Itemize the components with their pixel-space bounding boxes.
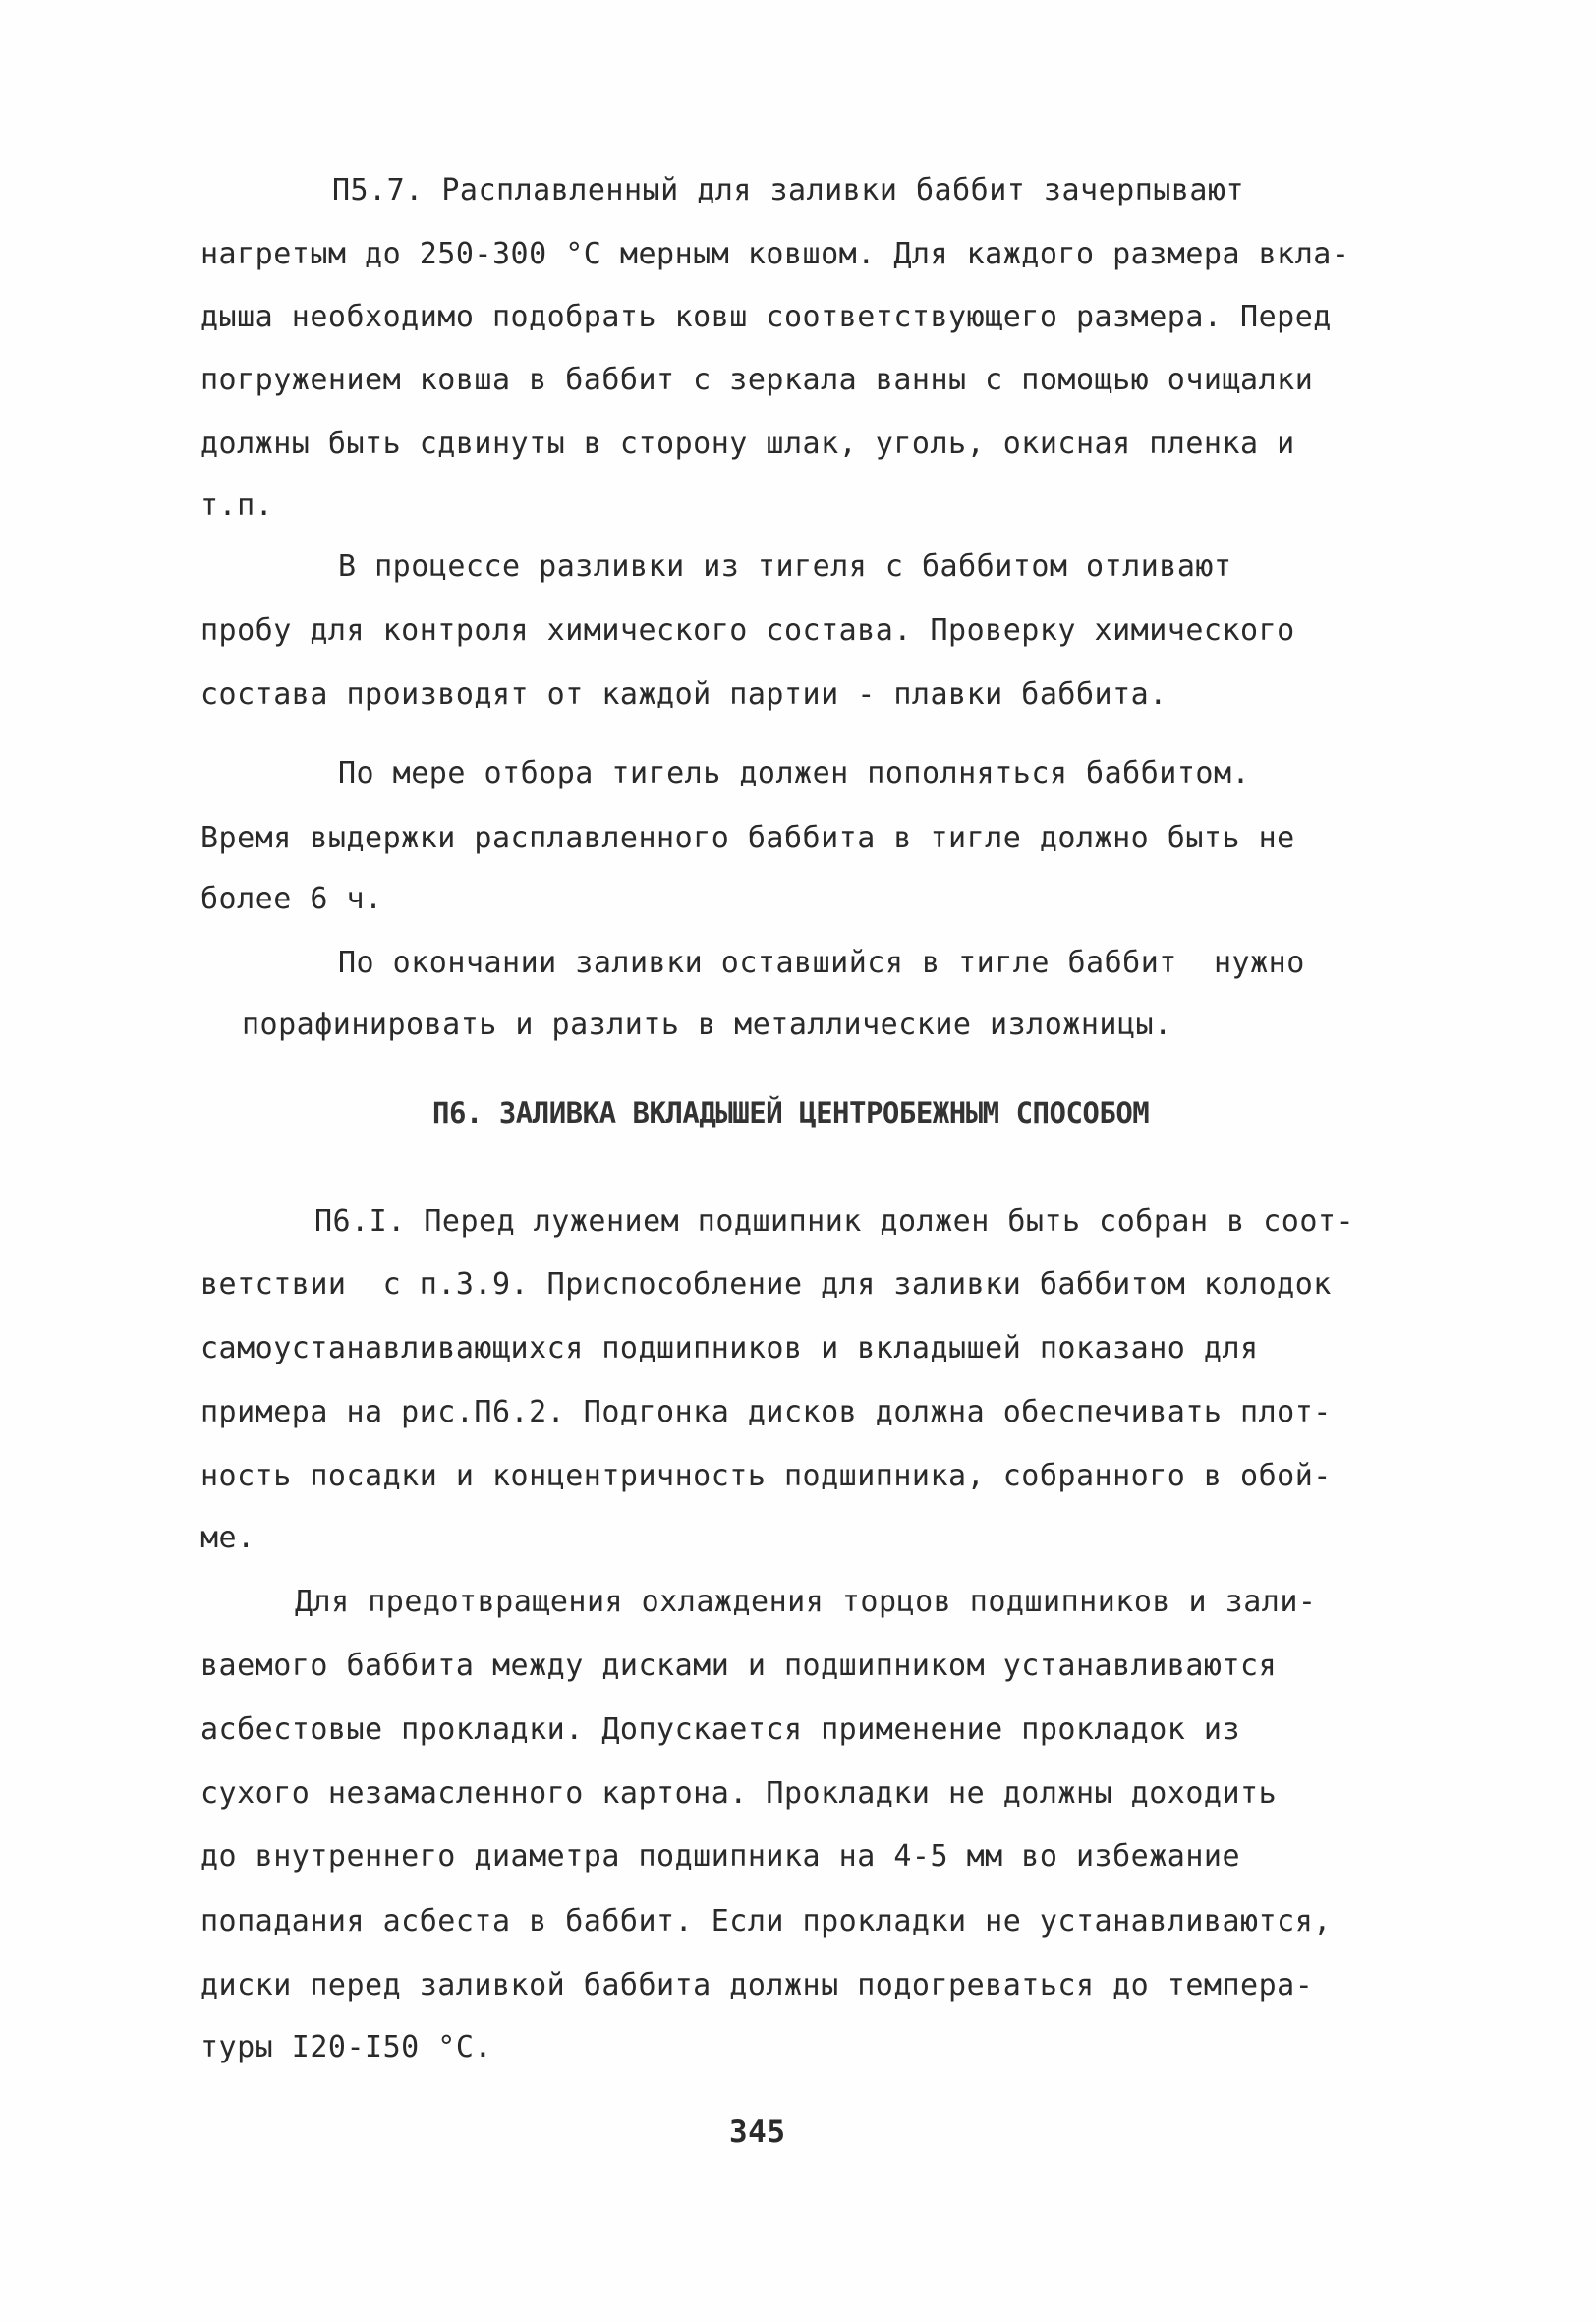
page-number: 345: [729, 2115, 786, 2150]
paragraph-line: ветствии с п.3.9. Приспособление для заливки баббитом колодок: [200, 1267, 1332, 1302]
paragraph-line: П6.I. Перед лужением подшипник должен быть собран в соот-: [314, 1204, 1355, 1239]
paragraph-line: сухого незамасленного картона. Прокладки не должны доходить: [200, 1776, 1278, 1811]
paragraph-line: более 6 ч.: [200, 882, 383, 916]
paragraph-line: Для предотвращения охлаждения торцов подшипников и зали-: [295, 1585, 1317, 1619]
paragraph-line: порафинировать и разлить в металлические изложницы.: [242, 1008, 1172, 1042]
section-heading: П6. ЗАЛИВКА ВКЛАДЫШЕЙ ЦЕНТРОБЕЖНЫМ СПОСОБОМ: [432, 1096, 1150, 1130]
paragraph-line: т.п.: [200, 489, 274, 523]
paragraph-line: примера на рис.П6.2. Подгонка дисков должна обеспечивать плот-: [200, 1395, 1332, 1429]
paragraph-line: погружением ковша в баббит с зеркала ванны с помощью очищалки: [200, 363, 1314, 397]
paragraph-line: П5.7. Расплавленный для заливки баббит зачерпывают: [332, 173, 1245, 207]
paragraph-line: ваемого баббита между дисками и подшипником устанавливаются: [200, 1649, 1278, 1683]
paragraph-line: состава производят от каждой партии - плавки баббита.: [200, 677, 1168, 712]
paragraph-line: По окончании заливки оставшийся в тигле баббит нужно: [338, 946, 1305, 980]
paragraph-line: должны быть сдвинуты в сторону шлак, уголь, окисная пленка и: [200, 427, 1295, 461]
paragraph-line: ме.: [200, 1521, 256, 1555]
paragraph-line: самоустанавливающихся подшипников и вкладышей показано для: [200, 1331, 1259, 1365]
paragraph-line: диски перед заливкой баббита должны подогреваться до темпера-: [200, 1968, 1314, 2003]
paragraph-line: асбестовые прокладки. Допускается применение прокладок из: [200, 1712, 1241, 1747]
paragraph-line: нагретым до 250-300 °С мерным ковшом. Для каждого размера вкла-: [200, 237, 1350, 271]
paragraph-line: туры I20-I50 °С.: [200, 2030, 492, 2064]
paragraph-line: до внутреннего диаметра подшипника на 4-5 мм во избежание: [200, 1839, 1241, 1874]
paragraph-line: пробу для контроля химического состава. Проверку химического: [200, 613, 1295, 648]
paragraph-line: По мере отбора тигель должен пополняться баббитом.: [338, 756, 1251, 790]
paragraph-line: попадания асбеста в баббит. Если прокладки не устанавливаются,: [200, 1904, 1332, 1939]
paragraph-line: Время выдержки расплавленного баббита в тигле должно быть не: [200, 821, 1295, 855]
paragraph-line: ность посадки и концентричность подшипника, собранного в обой-: [200, 1459, 1332, 1493]
paragraph-line: В процессе разливки из тигеля с баббитом отливают: [338, 550, 1232, 584]
paragraph-line: дыша необходимо подобрать ковш соответствующего размера. Перед: [200, 300, 1332, 334]
